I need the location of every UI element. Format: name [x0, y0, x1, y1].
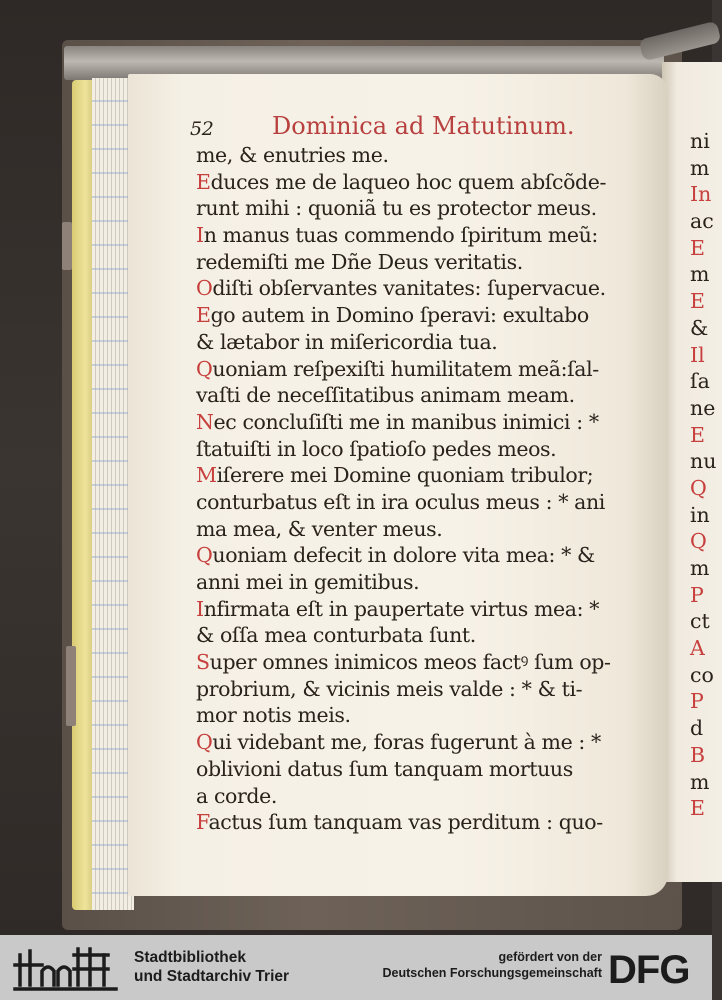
facing-page-fragment: A	[690, 636, 705, 661]
verse-text: mor notis meis.	[196, 703, 351, 728]
rubric-initial: E	[196, 169, 211, 194]
funder-line1: gefördert von der	[498, 950, 602, 964]
facing-page-fragment: in	[690, 502, 710, 527]
facing-page-fragment: E	[690, 796, 705, 821]
dfg-logo-text: DFG	[608, 948, 690, 992]
verse-text: runt mihi : quoniã tu es protector meus.	[196, 196, 597, 221]
facing-page-fragment: co	[690, 662, 714, 687]
verse-lines	[196, 142, 666, 836]
rubric-initial: N	[196, 409, 214, 434]
funder-text	[370, 949, 602, 981]
facing-page-fragment: d	[690, 716, 704, 741]
verse-line	[196, 569, 666, 596]
verse-line	[196, 142, 666, 169]
verse-line	[196, 329, 666, 356]
rubric-initial: S	[196, 650, 210, 675]
funder-line2: Deutschen Forschungsgemeinschaft	[382, 966, 602, 980]
library-name	[134, 948, 289, 986]
facing-page-fragment: ac	[690, 209, 714, 234]
verse-line	[196, 169, 666, 196]
verse-text: iſerere mei Domine quoniam tribulor;	[216, 463, 594, 488]
verse-line	[196, 542, 666, 569]
verse-line	[196, 489, 666, 516]
facing-page-text	[690, 128, 717, 822]
library-name-line1: Stadtbibliothek	[134, 949, 246, 966]
verse-line	[196, 729, 666, 756]
verse-text: conturbatus eſt in ira oculus meus : * ani	[196, 489, 605, 514]
facing-page-fragment: P	[690, 582, 704, 607]
verse-text: probrium, & vicinis meis valde : * & ti-	[196, 676, 583, 701]
verse-line	[196, 783, 666, 810]
verse-line	[196, 382, 666, 409]
facing-page-fragment: E	[690, 289, 705, 314]
verse-text: ma mea, & venter meus.	[196, 516, 443, 541]
verse-line	[196, 436, 666, 463]
verse-line	[196, 809, 666, 836]
facing-page-fragment: E	[690, 422, 705, 447]
facing-page-fragment: m	[690, 262, 710, 287]
verse-text: ec concluſiſti me in manibus inimici : *	[213, 409, 599, 434]
facing-page-fragment: In	[690, 182, 712, 207]
verse-text: redemiſti me Dñe Deus veritatis.	[196, 249, 523, 274]
facing-page-fragment: m	[690, 556, 710, 580]
verse-text: actus ſum tanquam vas perditum : quo-	[208, 810, 603, 835]
facing-page-fragment: ni	[690, 129, 710, 153]
page-number: 52	[190, 118, 214, 140]
facing-page-fragment: Q	[690, 529, 707, 554]
rubric-initial: F	[196, 810, 209, 835]
verse-text: ſtatuiſti in loco ſpatioſo pedes meos.	[196, 436, 557, 461]
verse-line	[196, 249, 666, 276]
footer-bar	[0, 935, 712, 1000]
verse-line	[196, 409, 666, 436]
verse-text: a corde.	[196, 783, 277, 808]
clasp-bottom	[66, 646, 76, 726]
dfg-logo	[606, 947, 706, 992]
facing-page-fragment: Q	[690, 475, 707, 500]
verse-text: & oſſa mea conturbata ſunt.	[196, 623, 476, 648]
facing-page-fragment: m	[690, 769, 710, 794]
verse-line	[196, 516, 666, 543]
facing-page-fragment: E	[690, 235, 705, 260]
verse-text: nfirmata eſt in paupertate virtus mea: *	[203, 596, 600, 621]
facing-page-fragment: ne	[690, 395, 716, 420]
verse-text: anni mei in gemitibus.	[196, 570, 420, 594]
verse-text: vaſti de neceſſitatibus animam meam.	[196, 383, 575, 408]
verse-line	[196, 596, 666, 623]
verse-line	[196, 195, 666, 222]
verse-line	[196, 676, 666, 703]
rubric-initial: I	[196, 596, 204, 621]
verse-text: duces me de laqueo hoc quem abſcõde-	[210, 169, 606, 194]
verse-line	[196, 275, 666, 302]
verse-line	[196, 222, 666, 249]
rubric-initial: Q	[196, 730, 213, 755]
facing-page-fragment: B	[690, 742, 706, 767]
rubric-initial: M	[196, 463, 217, 488]
rubric-initial: Q	[196, 543, 213, 568]
rubric-initial: E	[196, 303, 211, 328]
verse-text: n manus tuas commendo ſpiritum meũ:	[203, 223, 598, 248]
verse-text: uoniam defecit in dolore vita mea: * &	[212, 543, 595, 568]
verse-text: uoniam reſpexiſti humilitatem meã:ſal-	[212, 356, 599, 381]
rubric-initial: Q	[196, 356, 213, 381]
page-title: Dominica ad Matutinum.	[272, 112, 575, 140]
verse-text: ui videbant me, foras fugerunt à me : *	[212, 730, 601, 755]
verse-line	[196, 756, 666, 783]
verse-line	[196, 649, 666, 676]
page-text	[190, 112, 666, 836]
verse-text: go autem in Domino ſperavi: exultabo	[210, 303, 589, 328]
facing-page-fragment: ct	[690, 609, 710, 634]
verse-text: & lætabor in miſericordia tua.	[196, 329, 498, 354]
verse-line	[196, 622, 666, 649]
verse-line	[196, 302, 666, 329]
verse-text: uper omnes inimicos meos factꝰ ſum op-	[209, 650, 611, 675]
facing-page-fragment: &	[690, 315, 709, 340]
facing-page-fragment: ſa	[690, 369, 710, 394]
facing-page-fragment: P	[690, 689, 704, 714]
verse-line	[196, 356, 666, 383]
verse-line	[196, 462, 666, 489]
rubric-initial: O	[196, 276, 213, 301]
facing-page-fragment: Il	[690, 342, 705, 367]
library-name-line2: und Stadtarchiv Trier	[134, 968, 290, 985]
clasp-top	[62, 222, 72, 270]
page-header	[190, 112, 666, 142]
verse-text: me, & enutries me.	[196, 143, 389, 167]
library-logo-icon	[12, 941, 124, 995]
facing-page-fragment: nu	[690, 449, 717, 474]
facing-page-fragment: m	[690, 155, 710, 180]
verse-text: oblivioni datus ſum tanquam mortuus	[196, 756, 573, 781]
rubric-initial: I	[196, 223, 204, 248]
verse-text: diſti obſervantes vanitates: ſupervacue.	[212, 276, 606, 301]
verse-line	[196, 702, 666, 729]
